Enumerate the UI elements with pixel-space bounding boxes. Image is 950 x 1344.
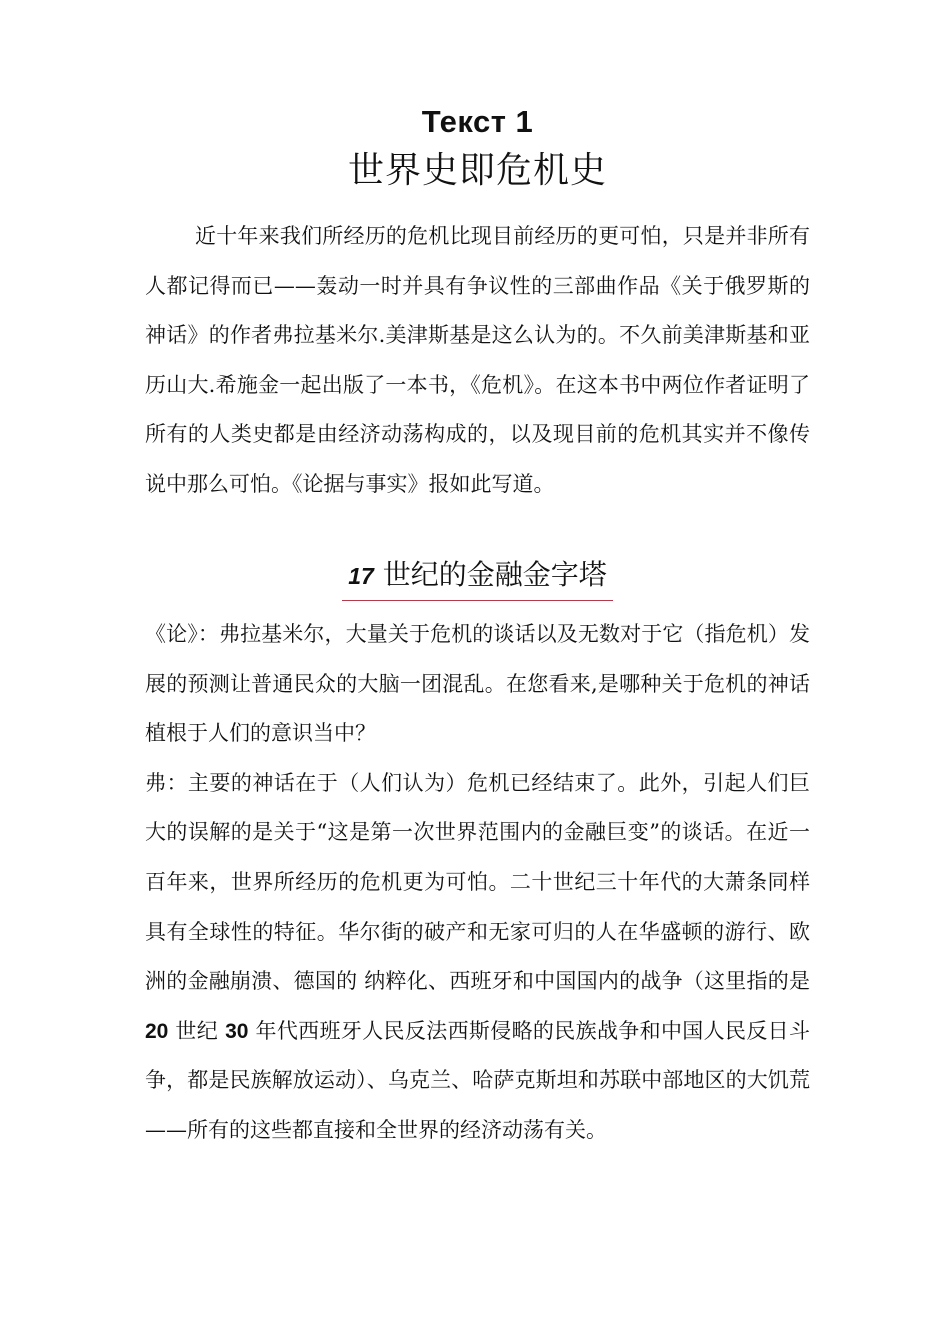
answer-text-3: 年代西班牙人民反法西斯侵略的民族战争和中国人民反日斗争，都是民族解放运动）、乌克兰、哈萨克斯坦和苏联中部地区的大饥荒——所有的这些都直接和全世界的经济动荡有关。	[145, 1018, 811, 1142]
intro-paragraph: 近十年来我们所经历的危机比现目前经历的更可怕，只是并非所有人都记得而已——轰动一时并具有争议性的三部曲作品《关于俄罗斯的神话》的作者弗拉基米尔.美津斯基是这么认为的。不久前美津斯基和亚历山大.希施金一起出版了一本书，《危机》。在这本书中两位作者证明了所有的人类史都是由经济动荡构成的，以及现目前的危机其实并不像传说中那么可怕。《论据与事实》报如此写道。	[145, 224, 810, 496]
section-heading-number: 17	[348, 563, 374, 589]
interview-question: 《论》：弗拉基米尔，大量关于危机的谈话以及无数对于它（指危机）发展的预测让普通民众的大脑一团混乱。在您看来,是哪种关于危机的神话植根于人们的意识当中？	[145, 622, 810, 746]
answer-number-1: 20	[145, 1019, 169, 1043]
answer-number-2: 30	[225, 1019, 249, 1043]
section-heading-underlined	[342, 555, 613, 601]
section-heading	[145, 555, 810, 601]
section-heading-text: 世纪的金融金字塔	[382, 558, 607, 591]
document-title: 世界史即危机史	[347, 150, 607, 191]
interview-answer	[145, 759, 810, 1156]
answer-text-1: 弗：主要的神话在于（人们认为）危机已经结束了。此外，引起人们巨大的误解的是关于“这是第一次世界范围内的金融巨变”的谈话。在近一百年来，世界所经历的危机更为可怕。二十世纪三十年代的大萧条同样具有全球性的特征。华尔街的破产和无家可归的人在华盛顿的游行、欧洲的金融崩溃、德国的 纳粹化、西班牙和中国国内的战争（这里指的是	[145, 770, 810, 994]
document-label: Текст 1	[421, 104, 534, 139]
answer-text-2: 世纪	[175, 1018, 219, 1043]
interview-body	[145, 610, 810, 1156]
